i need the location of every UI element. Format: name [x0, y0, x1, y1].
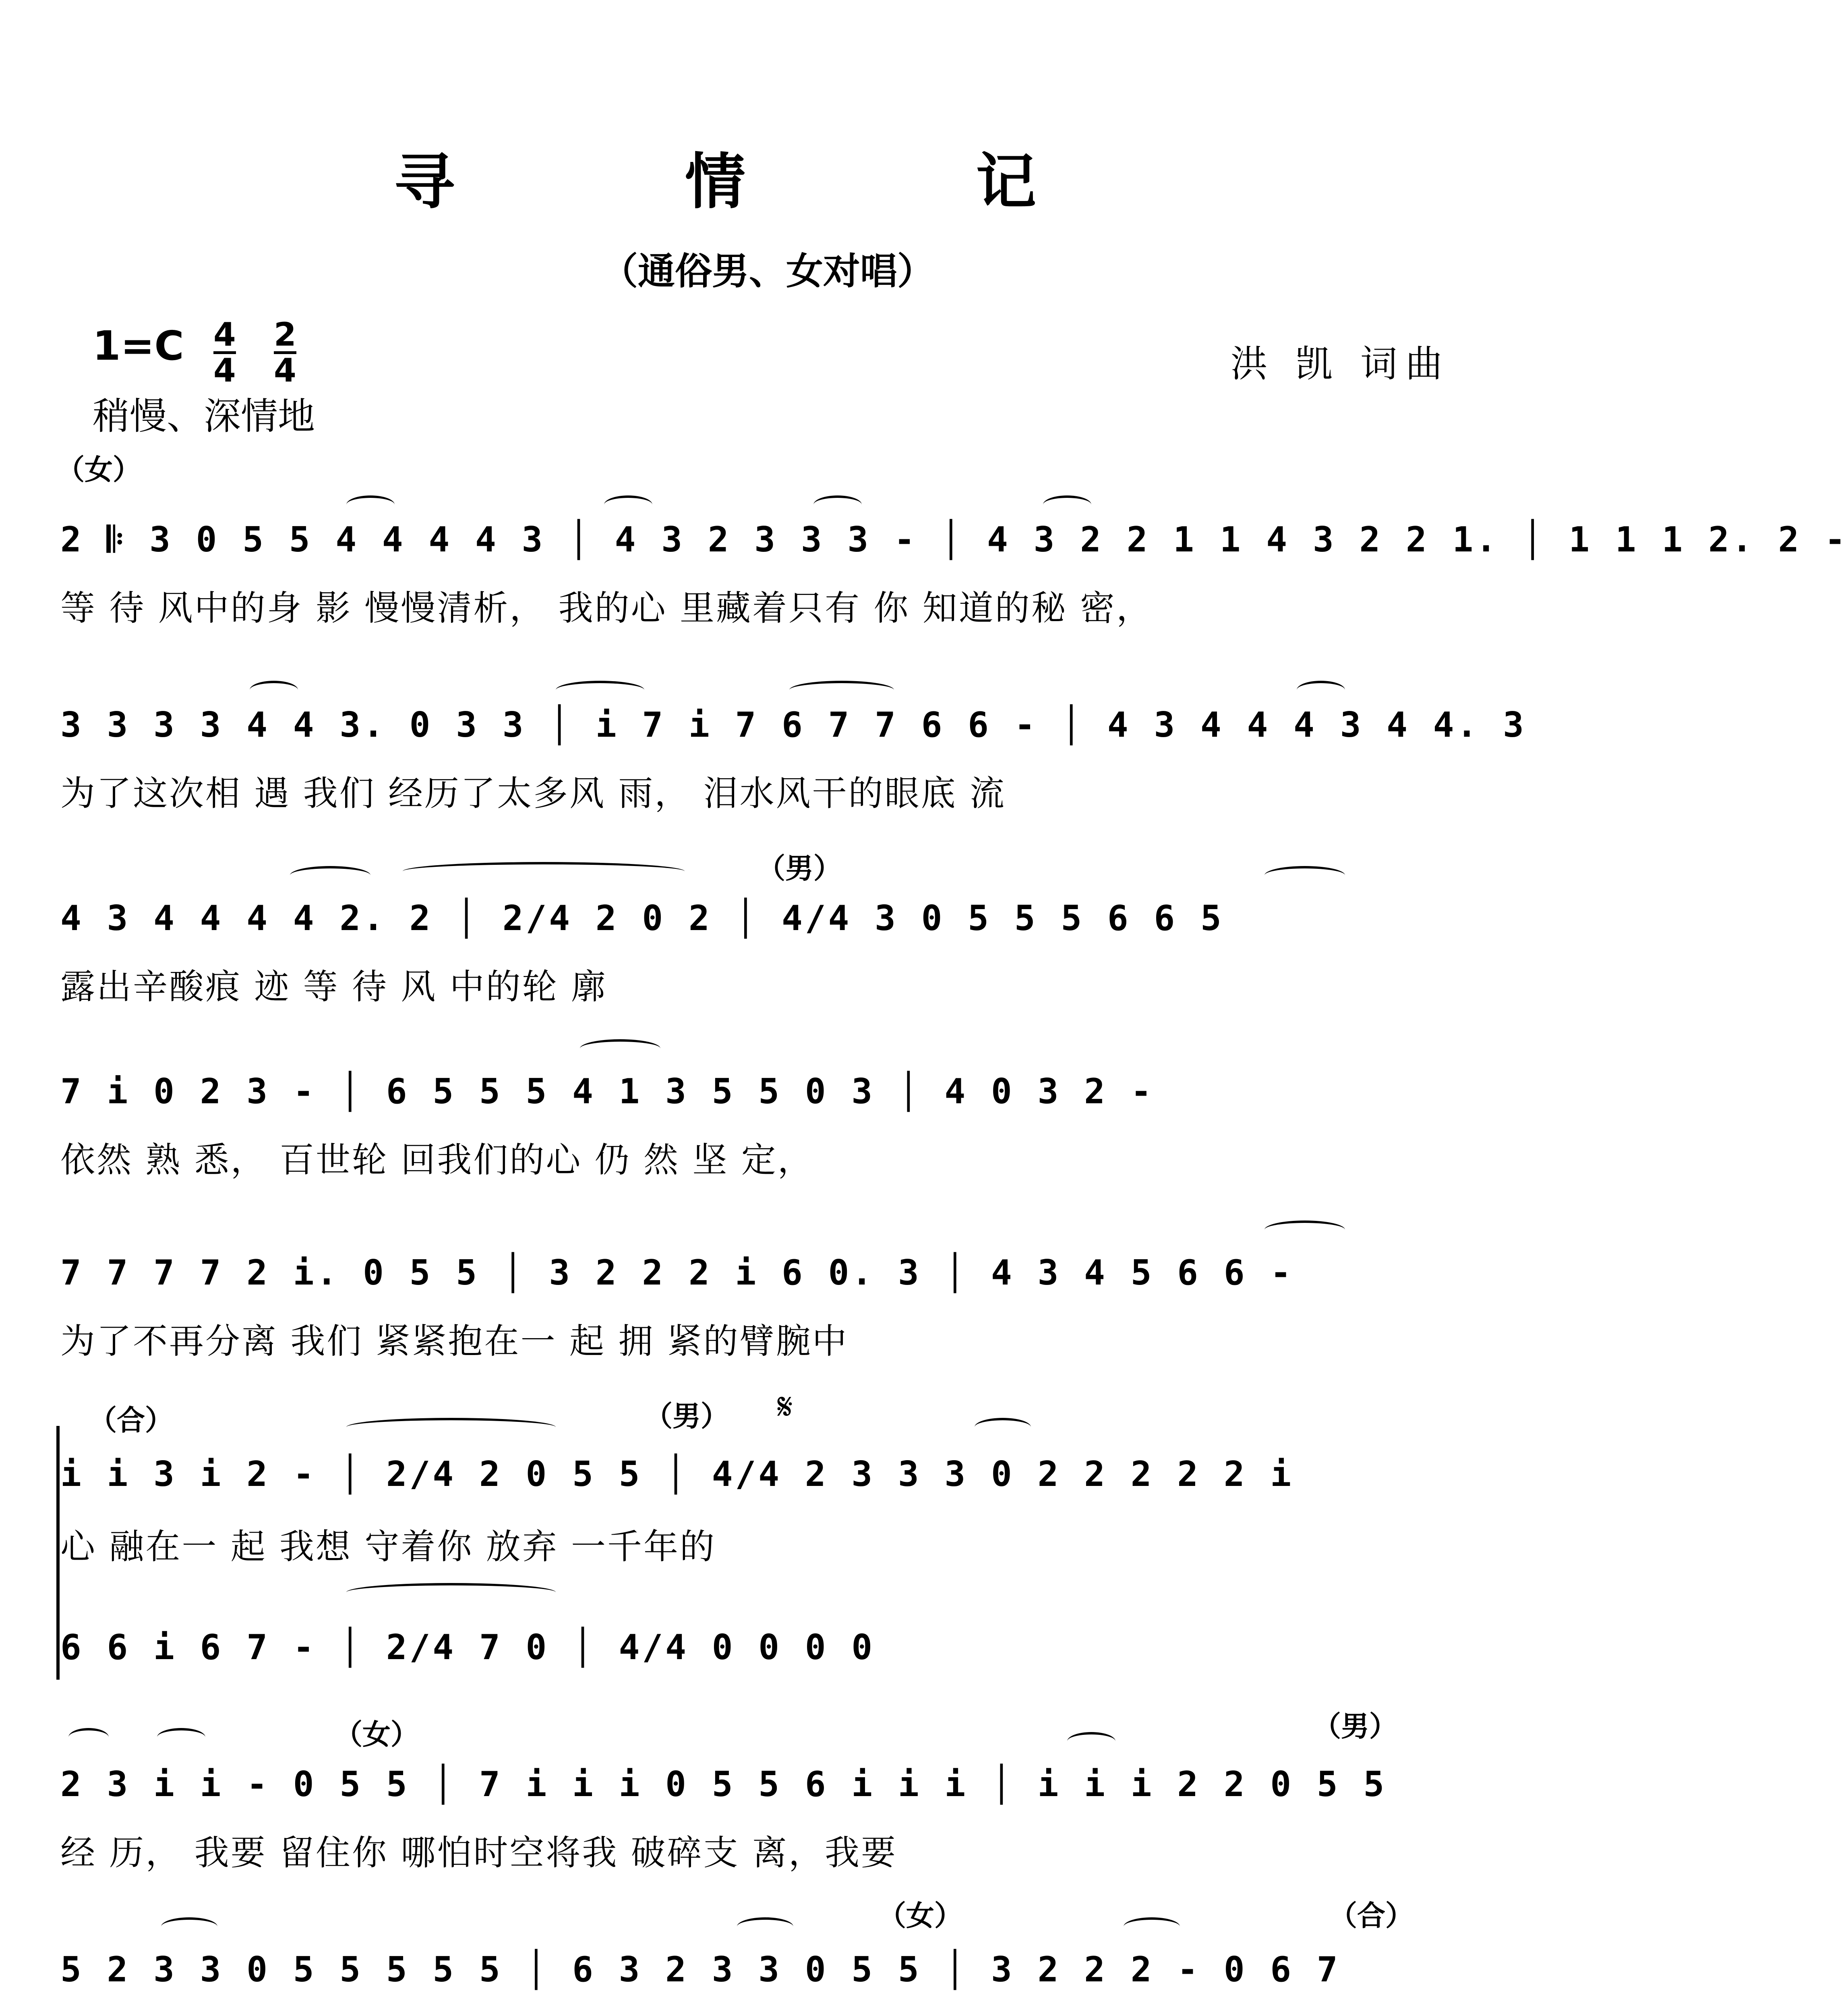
lyric-line: 等 待 风中的身 影 慢慢清析， 我的心 里藏着只有 你 知道的秘 密， — [60, 588, 1153, 628]
slur — [290, 866, 370, 885]
slur — [157, 1728, 205, 1747]
slur — [68, 1728, 109, 1747]
tempo-marking: 稍慢、深情地 — [93, 395, 315, 438]
notation-line-lower: 6 6 i 6 7 - │ 2/4 7 0 │ 4/4 0 0 0 0 — [60, 1627, 875, 1668]
slur — [580, 1039, 660, 1058]
notation-line: i i 3 i 2 - │ 2/4 2 0 5 5 │ 4/4 2 3 3 3 0 2 2 2 2 2 i — [60, 1454, 1294, 1494]
notation-line: 3 3 3 3 4 4 3. 0 3 3 │ i 7 i 7 6 7 7 6 6 - │ 4 3 4 4 4 3 4 4. 3 — [60, 705, 1526, 745]
lyric-line: 依然 熟 悉， 百世轮 回我们的心 仍 然 坚 定， — [60, 1140, 814, 1180]
system-bracket — [56, 1426, 60, 1680]
lyric-line — [60, 2010, 1470, 2014]
slur — [1067, 1732, 1115, 1751]
notation-line: 2 𝄆 3 0 5 5 4 4 4 4 3 │ 4 3 2 3 3 3 - │ 4 3 2 2 1 1 4 3 2 2 1. │ 1 1 1 2. 2 - — [60, 520, 1848, 560]
notation-line: 7 i 0 2 3 - │ 6 5 5 5 4 1 3 5 5 0 3 │ 4 0 3 2 - — [60, 1071, 1154, 1112]
slur — [346, 495, 395, 514]
segno-sign: 𝄋 — [777, 1386, 793, 1428]
voice-label: （女） — [56, 453, 141, 486]
slur — [346, 1418, 556, 1436]
slur — [789, 681, 894, 699]
lyric-line: 心 融在一 起 我想 守着你 放弃 一千年的 — [60, 1527, 716, 1567]
notation-line: 7 7 7 7 2 i. 0 5 5 │ 3 2 2 2 i 6 0. 3 │ 4 3 4 5 6 6 - — [60, 1253, 1294, 1293]
slur — [1264, 1220, 1345, 1239]
slur — [1297, 681, 1345, 699]
slur — [813, 495, 862, 514]
time-signature-2-4: 2 4 — [274, 316, 296, 389]
lyric-line: 经 历， 我要 留住你 哪怕时空将我 破碎支 离，我要 — [60, 1833, 898, 1873]
voice-label: （女） — [878, 1899, 962, 1932]
voice-label: （合） — [1329, 1899, 1413, 1932]
slur — [975, 1418, 1031, 1436]
lyric-line: 为了这次相 遇 我们 经历了太多风 雨， 泪水风干的眼底 流 — [60, 773, 1006, 814]
slur — [403, 862, 685, 881]
voice-label: （女） — [334, 1718, 419, 1751]
voice-label: （合） — [89, 1404, 173, 1437]
lyric-line: 为了不再分离 我们 紧紧抱在一 起 拥 紧的臂腕中 — [60, 1321, 848, 1361]
slur — [1264, 866, 1345, 885]
time-signature-4-4: 4 4 — [213, 316, 236, 389]
voice-label: （男） — [644, 1400, 729, 1433]
song-subtitle: （通俗男、女对唱） — [600, 250, 934, 293]
lyric-line: 露出辛酸痕 迹 等 待 风 中的轮 廓 — [60, 967, 608, 1007]
notation-line: 2 3 i i - 0 5 5 │ 7 i i i 0 5 5 6 i i i │ i i i 2 2 0 5 5 — [60, 1764, 1387, 1805]
key-signature: 1=C — [93, 322, 184, 369]
slur — [556, 681, 644, 699]
slur — [604, 495, 652, 514]
slur — [1043, 495, 1091, 514]
slur — [737, 1917, 793, 1936]
notation-line: 4 3 4 4 4 4 2. 2 │ 2/4 2 0 2 │ 4/4 3 0 5 5 5 6 6 5 — [60, 898, 1224, 939]
slur — [250, 681, 298, 699]
slur — [161, 1917, 217, 1936]
voice-label: （男） — [757, 852, 842, 885]
song-title: 寻 情 记 — [394, 146, 1141, 217]
notation-line: 5 2 3 3 0 5 5 5 5 5 │ 6 3 2 3 3 0 5 5 │ 3 2 2 2 - 0 6 7 — [60, 1950, 1340, 1990]
slur — [1124, 1917, 1180, 1936]
voice-label: （男） — [1313, 1710, 1397, 1743]
slur — [346, 1583, 556, 1602]
composer-credit: 洪 凯 词曲 — [1230, 342, 1451, 385]
